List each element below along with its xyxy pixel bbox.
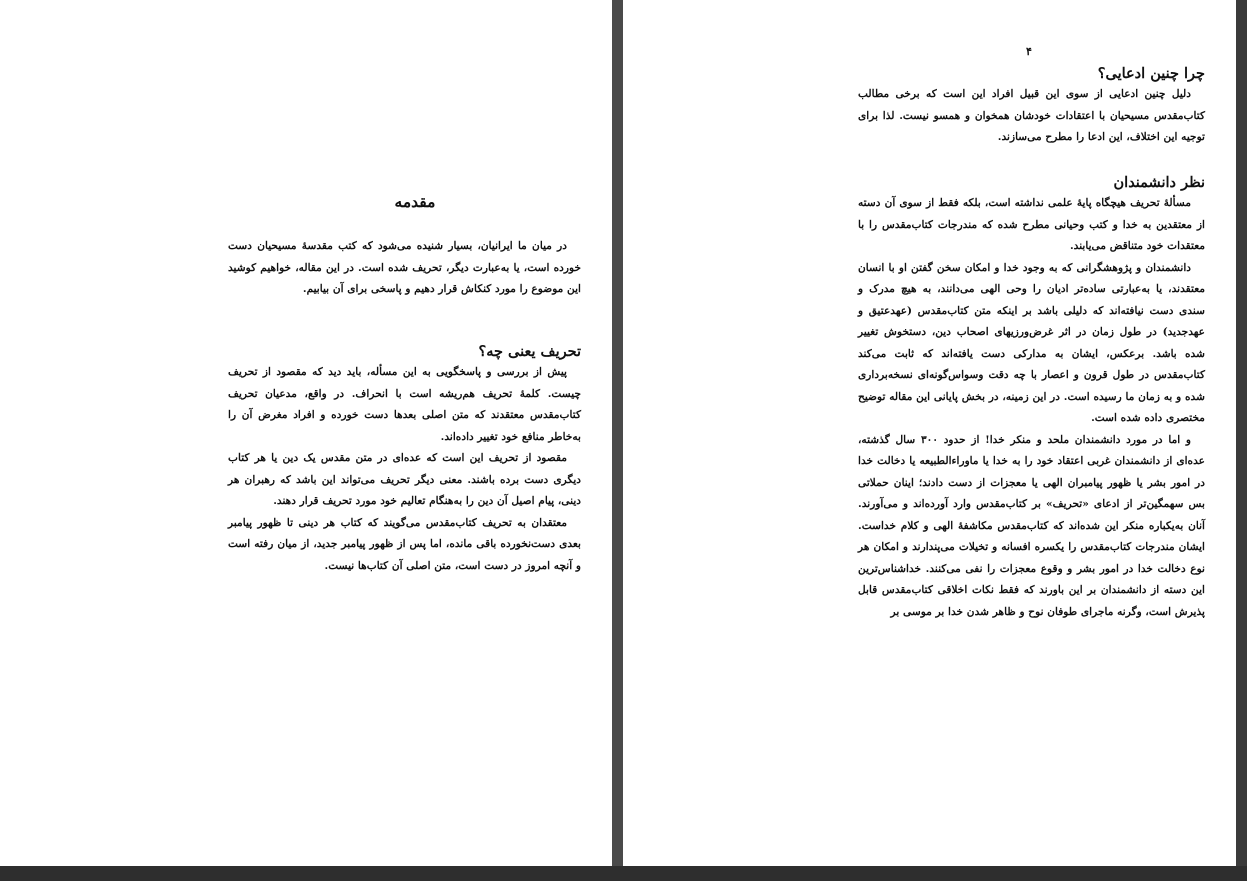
body-paragraph: مقصود از تحریف این است که عده‌ای در متن مقدس یک دین یا هر کتاب دیگری دست برده باشند. معنی دیگر تحریف می‌تواند این باشد که رهبران هر دینی، پیام اصیل آن دین را به‌هنگام تعالیم خود مورد تحریف قرار دهند. [228,452,581,507]
viewer-edge [1236,0,1247,866]
definition-section [228,342,581,577]
intro-paragraph: در میان ما ایرانیان، بسیار شنیده می‌شود که کتب مقدسهٔ مسیحیان دست خورده است، یا به‌عبارت دیگر، تحریف شده است. در این مقاله، خواهیم کوشید این موضوع را مورد کنکاش قرار دهیم و پاسخی برای آن بیابیم. [228,240,581,295]
body-paragraph: دانشمندان و پژوهشگرانی که به وجود خدا و امکان سخن گفتن او با انسان معتقدند، یا به‌عبارتی ساده‌تر ادیان را وحی الهی می‌دانند، به هیچ مدرک و سندی دست نیافته‌اند که دلیلی باشد بر اینکه متن کتاب‌مقدس (عهدعتیق و عهدجدید) در طول زمان در اثر غرض‌ورزیهای اصحاب دین، دستخوش تغییر شده باشد. برعکس، ایشان به مدارکی دست یافته‌اند که ثابت می‌کند کتاب‌مقدس در طول قرون و اعصار با چه دقت وسواس‌گونه‌ای نسخه‌برداری شده و به زمان ما رسیده است. در این زمینه، در بخش پایانی این مقاله توضیح مختصری داده شده است. [858,261,1205,424]
body-paragraph: معتقدان به تحریف کتاب‌مقدس می‌گویند که کتاب هر دینی تا ظهور پیامبر بعدی دست‌نخورده باقی مانده، اما پس از ظهور پیامبر جدید، از میان رفته است و آنچه امروز در دست است، متن اصلی آن کتاب‌ها نیست. [228,516,581,572]
intro-block [228,236,581,301]
body-paragraph: مسألهٔ تحریف هیچگاه پایهٔ علمی نداشته است، بلکه فقط از سوی آن دسته از معتقدین به خدا و کتب وحیانی مطرح شده که مندرجات کتاب‌مقدس را با معتقدات خود متناقض می‌یابند. [858,197,1205,252]
page-title: مقدمه [394,192,436,211]
section-heading: تحریف یعنی چه؟ [478,343,581,360]
body-paragraph: پیش از بررسی و پاسخگویی به این مسأله، باید دید که مقصود از تحریف چیست. کلمهٔ تحریف هم‌ریشه است با انحراف. در واقع، مدعیان تحریف کتاب‌مقدس معتقدند که متن اصلی بعدها دست خورده و افراد مغرض آن را به‌خاطر منافع خود تغییر داده‌اند. [228,366,581,443]
viewer-bottom-bar [0,866,1247,881]
page-gutter [612,0,623,866]
why-claim-section [858,64,1205,149]
section-heading: نظر دانشمندان [1113,174,1205,191]
scholars-section [858,173,1205,623]
body-paragraph: دلیل چنین ادعایی از سوی این قبیل افراد این است که برخی مطالب کتاب‌مقدس مسیحیان با اعتقادات خودشان همخوان و همسو نیست. لذا برای توجیه این اختلاف، این ادعا را مطرح می‌سازند. [858,88,1205,143]
body-paragraph: و اما در مورد دانشمندان ملحد و منکر خدا! از حدود ۳۰۰ سال گذشته، عده‌ای از دانشمندان غربی اعتقاد خود را به خدا یا ماوراءالطبیعه یا دخالت خدا در امور بشر یا ظهور پیامبران الهی یا معجزات از دست دادند؛ اینان حملاتی بس سهمگین‌تر از ادعای «تحریف» بر کتاب‌مقدس وارد آورده‌اند و می‌آورند. آنان به‌یکباره منکر این شده‌اند که کتاب‌مقدس مکاشفهٔ الهی و کلام خداست. ایشان مندرجات کتاب‌مقدس را یکسره افسانه و تخیلات می‌پندارند و امکان هر نوع دخالت خدا در امور بشر و وقوع معجزات را نفی می‌کنند. خداشناس‌ترین این دسته از دانشمندان بر این باورند که فقط نکات اخلاقی کتاب‌مقدس قابل پذیرش است، وگرنه ماجرای طوفان نوح و ظاهر شدن خدا بر موسی بر [858,433,1205,618]
page-number: ۴ [1026,45,1032,58]
section-heading: چرا چنین ادعایی؟ [1097,65,1205,82]
